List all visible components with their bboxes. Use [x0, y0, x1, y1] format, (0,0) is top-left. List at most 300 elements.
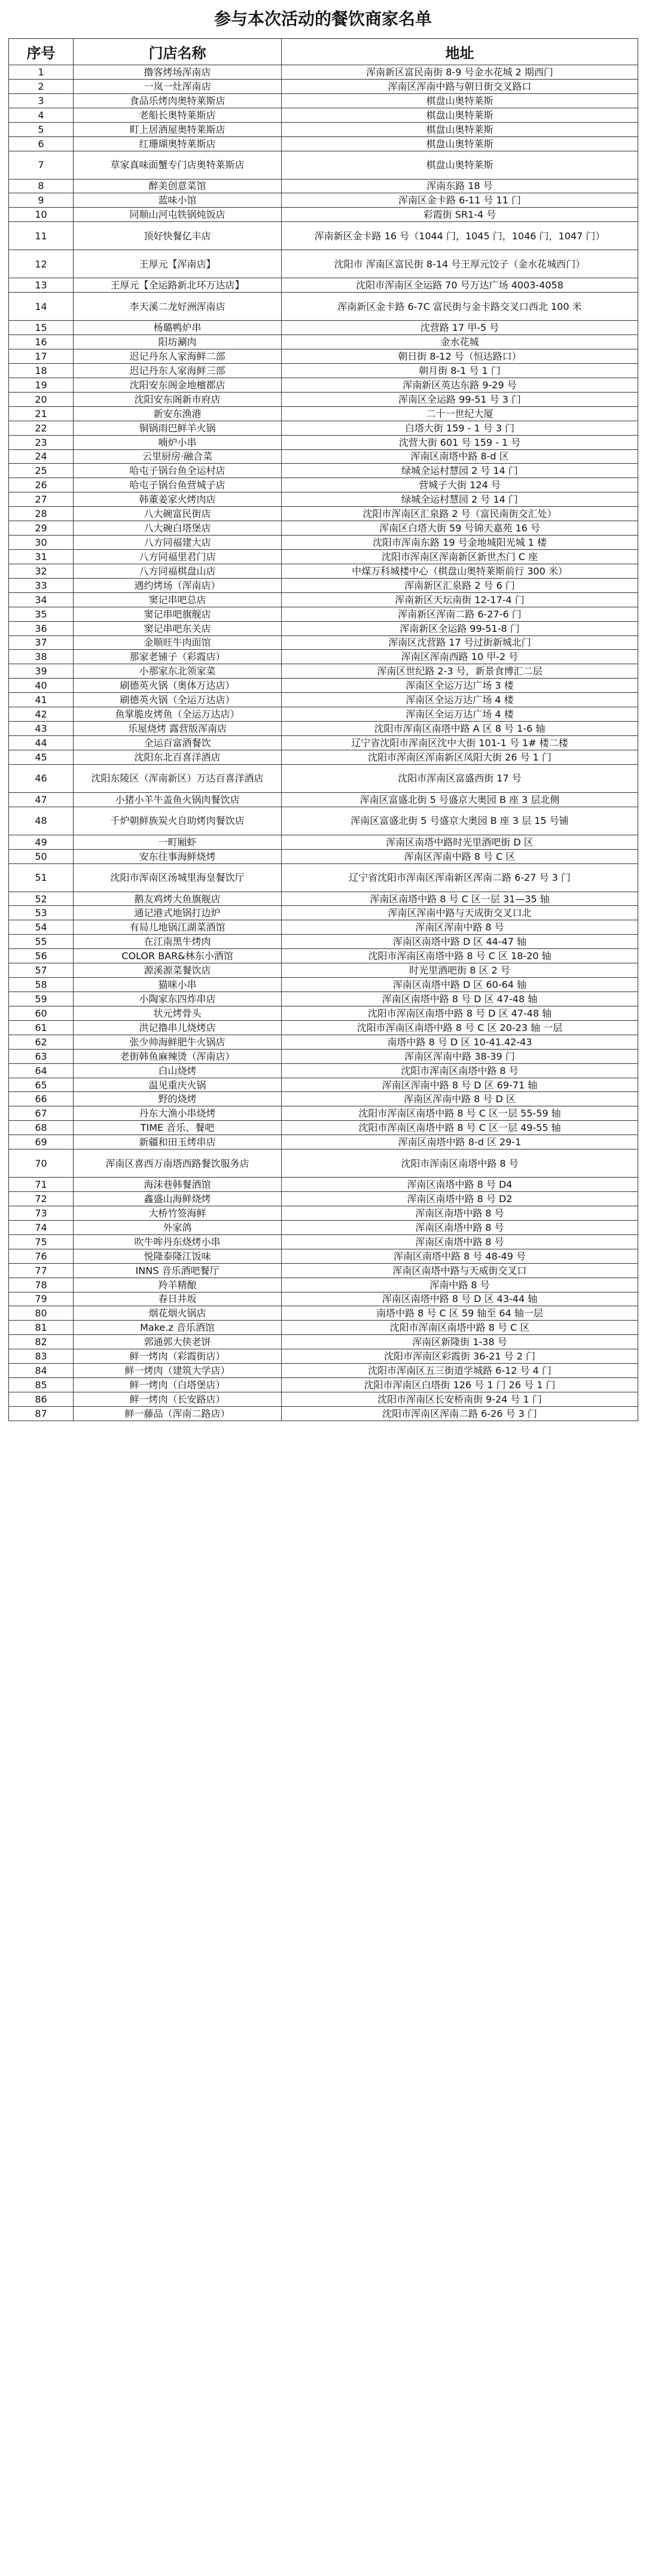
row-store-name: 窦记串吧旗舰店 — [74, 607, 282, 621]
row-address: 浑南区白塔大街 59 号锦天嘉苑 16 号 — [282, 521, 638, 536]
row-address: 金水花城 — [282, 335, 638, 349]
row-address: 沈阳市浑南区全运路 70 号万达广场 4003-4058 — [282, 278, 638, 293]
row-store-name: 哈屯子锅台鱼全运村店 — [74, 464, 282, 478]
row-store-name: 春日井坂 — [74, 1292, 282, 1306]
table-row — [9, 321, 638, 335]
row-address: 浑南区富盛北街 5 号盛京大奥园 B 座 3 层北侧 — [282, 792, 638, 807]
row-index: 56 — [9, 949, 74, 963]
table-row — [9, 151, 638, 179]
row-index: 23 — [9, 435, 74, 449]
row-store-name: 通记港式地锅打边炉 — [74, 906, 282, 920]
row-store-name: 羚羊精酿 — [74, 1278, 282, 1292]
row-store-name: 烟花烟火锅店 — [74, 1306, 282, 1321]
header-store-name: 门店名称 — [74, 39, 282, 65]
row-address: 辽宁省沈阳市浑南区沈中大街 101-1 号 1# 楼二楼 — [282, 735, 638, 750]
table-row — [9, 435, 638, 449]
row-store-name: 鲜一藤品（浑南二路店） — [74, 1406, 282, 1421]
row-store-name: 草家真味面蟹专门店奥特莱斯店 — [74, 151, 282, 179]
row-store-name: 喃炉小串 — [74, 435, 282, 449]
row-address: 浑南新区天坛南街 12-17-4 门 — [282, 592, 638, 607]
table-row — [9, 607, 638, 621]
row-address: 南塔中路 8 号 D 区 10-41.42-43 — [282, 1035, 638, 1049]
row-index: 24 — [9, 449, 74, 464]
row-store-name: 哈屯子锅台鱼营城子店 — [74, 478, 282, 492]
table-row — [9, 621, 638, 635]
row-index: 21 — [9, 406, 74, 421]
row-address: 浑南区南塔中路 8-d 区 29-1 — [282, 1135, 638, 1149]
row-index: 17 — [9, 349, 74, 364]
row-address: 浑南新区英达东路 9-29 号 — [282, 378, 638, 392]
table-row — [9, 536, 638, 550]
row-store-name: 小那家东北领家菜 — [74, 664, 282, 679]
row-address: 浑南区全运万达广场 3 楼 — [282, 679, 638, 693]
row-address: 浑南新区全运路 99-51-8 门 — [282, 621, 638, 635]
row-index: 28 — [9, 507, 74, 521]
row-store-name: 猫咪小串 — [74, 978, 282, 992]
row-store-name: 刷德英火锅（奥体万达店） — [74, 679, 282, 693]
row-address: 浑南区富盛北街 5 号盛京大奥园 B 座 3 层 15 号铺 — [282, 807, 638, 835]
table-row — [9, 1406, 638, 1421]
row-store-name: COLOR BAR&林东小酒馆 — [74, 949, 282, 963]
row-store-name: 小陶家东四炸串店 — [74, 992, 282, 1006]
row-index: 77 — [9, 1263, 74, 1278]
row-address: 棋盘山奥特莱斯 — [282, 151, 638, 179]
row-address: 营城子大街 124 号 — [282, 478, 638, 492]
table-row — [9, 1049, 638, 1063]
row-address: 沈阳市浑南区浑南新区凤阳大街 26 号 1 门 — [282, 750, 638, 764]
table-row — [9, 1321, 638, 1335]
table-row — [9, 963, 638, 978]
row-store-name: 外家鸽 — [74, 1220, 282, 1234]
row-store-name: 红珊瑚奥特莱斯店 — [74, 136, 282, 151]
row-store-name: 李天溪二龙好洲浑南店 — [74, 293, 282, 321]
row-address: 浑南区浑南中路 8 号 D 区 69-71 轴 — [282, 1078, 638, 1092]
row-index: 74 — [9, 1220, 74, 1234]
row-index: 29 — [9, 521, 74, 536]
table-row — [9, 507, 638, 521]
row-store-name: 大桥竹签海鲜 — [74, 1206, 282, 1221]
row-store-name: 那家老铺子（彩霞店） — [74, 650, 282, 664]
row-store-name: Make.z 音乐酒馆 — [74, 1321, 282, 1335]
row-address: 沈阳市浑南区浑南新区新世杰门 C 座 — [282, 549, 638, 564]
table-row — [9, 136, 638, 151]
row-address: 浑南新区汇泉路 2 号 6 门 — [282, 578, 638, 592]
row-index: 5 — [9, 122, 74, 136]
table-row — [9, 250, 638, 278]
row-address: 沈阳市 浑南区富民街 8-14 号王厚元饺子（金水花城西门） — [282, 250, 638, 278]
row-address: 沈阳市浑南区浑南二路 6-26 号 3 门 — [282, 1406, 638, 1421]
row-address: 浑南区南塔中路时光里酒吧街 D 区 — [282, 835, 638, 849]
row-address: 浑南区浑南中路 8 号 D 区 — [282, 1092, 638, 1106]
table-row — [9, 406, 638, 421]
row-store-name: 王厚元【全运路新北环万达店】 — [74, 278, 282, 293]
row-store-name: 遇约烤场（浑南店） — [74, 578, 282, 592]
table-row — [9, 492, 638, 507]
table-row — [9, 1106, 638, 1121]
row-store-name: 鲜一烤肉（建筑大学店） — [74, 1364, 282, 1378]
row-store-name: 郭通郭大侠老饼 — [74, 1335, 282, 1349]
row-address: 棋盘山奥特莱斯 — [282, 93, 638, 108]
row-store-name: 撸客烤场浑南店 — [74, 65, 282, 80]
row-store-name: 一岚一灶浑南店 — [74, 79, 282, 93]
row-store-name: 沈阳安东阁金地檀郡店 — [74, 378, 282, 392]
row-index: 85 — [9, 1378, 74, 1392]
table-row — [9, 1220, 638, 1234]
row-store-name: 张少帅海鲜肥牛火锅店 — [74, 1035, 282, 1049]
table-row — [9, 578, 638, 592]
row-store-name: 悦隆泰隆江饭味 — [74, 1249, 282, 1263]
row-store-name: 新安东渔港 — [74, 406, 282, 421]
row-store-name: 千炉朝鲜族炭火自助烤肉餐饮店 — [74, 807, 282, 835]
row-index: 30 — [9, 536, 74, 550]
row-address: 绿城全运村慧园 2 号 14 门 — [282, 492, 638, 507]
row-index: 42 — [9, 707, 74, 722]
row-index: 72 — [9, 1192, 74, 1206]
row-store-name: 有局儿地锅江湖菜酒馆 — [74, 920, 282, 935]
row-address: 浑南区浑南中路 8 号 — [282, 920, 638, 935]
table-row — [9, 1035, 638, 1049]
row-address: 沈阳市浑南区南塔中路 8 号 — [282, 1149, 638, 1178]
row-index: 67 — [9, 1106, 74, 1121]
table-row — [9, 93, 638, 108]
row-index: 35 — [9, 607, 74, 621]
row-address: 棋盘山奥特莱斯 — [282, 108, 638, 122]
row-index: 69 — [9, 1135, 74, 1149]
row-address: 浑南区南塔中路 8 号 D2 — [282, 1192, 638, 1206]
row-index: 7 — [9, 151, 74, 179]
row-store-name: 一町厢虾 — [74, 835, 282, 849]
row-index: 53 — [9, 906, 74, 920]
row-address: 浑南区世纪路 2-3 号，新景食博汇二层 — [282, 664, 638, 679]
row-store-name: 状元烤骨头 — [74, 1006, 282, 1020]
row-index: 16 — [9, 335, 74, 349]
row-address: 浑南区南塔中路 8 号 — [282, 1206, 638, 1221]
row-index: 52 — [9, 892, 74, 906]
table-row — [9, 521, 638, 536]
row-store-name: 云里厨房·融合菜 — [74, 449, 282, 464]
table-row — [9, 392, 638, 406]
row-index: 83 — [9, 1349, 74, 1364]
table-row — [9, 208, 638, 222]
row-address: 棋盘山奥特莱斯 — [282, 136, 638, 151]
row-index: 22 — [9, 421, 74, 435]
row-index: 62 — [9, 1035, 74, 1049]
row-store-name: 洪记撸串儿烧烤店 — [74, 1020, 282, 1035]
row-store-name: 沈阳市浑南区汤城里海皇餐饮厅 — [74, 863, 282, 892]
table-row — [9, 222, 638, 250]
row-index: 34 — [9, 592, 74, 607]
table-row — [9, 920, 638, 935]
table-row — [9, 1121, 638, 1135]
row-index: 59 — [9, 992, 74, 1006]
row-store-name: 源溪源菜餐饮店 — [74, 963, 282, 978]
row-index: 25 — [9, 464, 74, 478]
row-index: 18 — [9, 363, 74, 378]
row-address: 中煤万科城楼中心（棋盘山奥特莱斯前行 300 米） — [282, 564, 638, 578]
table-row — [9, 592, 638, 607]
row-index: 47 — [9, 792, 74, 807]
table-row — [9, 650, 638, 664]
table-row — [9, 1364, 638, 1378]
row-store-name: 八方同福建大店 — [74, 536, 282, 550]
row-index: 12 — [9, 250, 74, 278]
row-address: 沈阳市浑南区汇泉路 2 号（富民南街交汇处） — [282, 507, 638, 521]
row-store-name: 吹牛哞丹东烧烤小串 — [74, 1234, 282, 1249]
row-address: 浑南区浑南中路与天成街交叉口北 — [282, 906, 638, 920]
row-index: 55 — [9, 935, 74, 949]
row-address: 沈阳市浑南区白塔街 126 号 1 门 26 号 1 门 — [282, 1378, 638, 1392]
row-address: 浑南区浑南中路 38-39 门 — [282, 1049, 638, 1063]
table-row — [9, 363, 638, 378]
table-row — [9, 1263, 638, 1278]
table-row — [9, 378, 638, 392]
table-row — [9, 1392, 638, 1406]
row-store-name: 鑫盛山海鲜烧烤 — [74, 1192, 282, 1206]
table-row — [9, 849, 638, 863]
table-row — [9, 108, 638, 122]
table-row — [9, 1292, 638, 1306]
row-store-name: 窦记串吧东关店 — [74, 621, 282, 635]
row-index: 44 — [9, 735, 74, 750]
table-row — [9, 1063, 638, 1078]
row-store-name: 老船长奥特莱斯店 — [74, 108, 282, 122]
row-address: 浑南区南塔中路 8 号 D4 — [282, 1178, 638, 1192]
row-index: 2 — [9, 79, 74, 93]
row-address: 白塔大街 159 - 1 号 3 门 — [282, 421, 638, 435]
table-row — [9, 1192, 638, 1206]
row-index: 46 — [9, 764, 74, 792]
table-row — [9, 1206, 638, 1221]
row-store-name: 沈阳安东阁新市府店 — [74, 392, 282, 406]
row-index: 63 — [9, 1049, 74, 1063]
row-address: 浑南新区浑南二路 6-27-6 门 — [282, 607, 638, 621]
table-row — [9, 1349, 638, 1364]
row-index: 60 — [9, 1006, 74, 1020]
table-row — [9, 1249, 638, 1263]
table-row — [9, 1178, 638, 1192]
table-row — [9, 707, 638, 722]
row-index: 27 — [9, 492, 74, 507]
row-address: 朝日街 8-12 号（恒达路口） — [282, 349, 638, 364]
table-row — [9, 65, 638, 80]
row-index: 14 — [9, 293, 74, 321]
row-index: 75 — [9, 1234, 74, 1249]
row-store-name: 鱼掌脆皮烤鱼（全运万达店） — [74, 707, 282, 722]
table-row — [9, 1135, 638, 1149]
table-row — [9, 293, 638, 321]
row-index: 79 — [9, 1292, 74, 1306]
row-index: 84 — [9, 1364, 74, 1378]
row-address: 沈阳市浑南区南塔中路 8 号 D 区 47-48 轴 — [282, 1006, 638, 1020]
row-address: 棋盘山奥特莱斯 — [282, 122, 638, 136]
row-index: 19 — [9, 378, 74, 392]
row-store-name: 町上居酒屋奥特莱斯店 — [74, 122, 282, 136]
table-row — [9, 750, 638, 764]
row-address: 浑南区南塔中路 8 号 48-49 号 — [282, 1249, 638, 1263]
row-store-name: 铜锅雨巴鲜羊火锅 — [74, 421, 282, 435]
row-store-name: 鲜一烤肉（白塔堡店） — [74, 1378, 282, 1392]
table-row — [9, 278, 638, 293]
row-index: 66 — [9, 1092, 74, 1106]
table-row — [9, 1020, 638, 1035]
table-row — [9, 635, 638, 650]
row-store-name: 蓝味小馆 — [74, 193, 282, 208]
row-index: 64 — [9, 1063, 74, 1078]
row-index: 82 — [9, 1335, 74, 1349]
row-store-name: 窦记串吧总店 — [74, 592, 282, 607]
row-address: 浑南区浑南中路与朝日街交叉路口 — [282, 79, 638, 93]
table-row — [9, 335, 638, 349]
row-store-name: 鲜一烤肉（长安路店） — [74, 1392, 282, 1406]
table-row — [9, 1378, 638, 1392]
row-store-name: INNS 音乐酒吧餐厅 — [74, 1263, 282, 1278]
row-index: 78 — [9, 1278, 74, 1292]
table-row — [9, 863, 638, 892]
row-index: 61 — [9, 1020, 74, 1035]
row-address: 沈阳市浑南区富盛西街 17 号 — [282, 764, 638, 792]
table-row — [9, 1278, 638, 1292]
row-index: 45 — [9, 750, 74, 764]
table-row — [9, 807, 638, 835]
row-address: 浑南新区富民南街 8-9 号金水花城 2 期西门 — [282, 65, 638, 80]
table-row — [9, 892, 638, 906]
row-index: 9 — [9, 193, 74, 208]
row-index: 41 — [9, 693, 74, 707]
row-index: 4 — [9, 108, 74, 122]
row-index: 71 — [9, 1178, 74, 1192]
row-address: 浑南新区金卡路 16 号（1044 门，1045 门，1046 门，1047 门） — [282, 222, 638, 250]
row-store-name: 在江南黑牛烤肉 — [74, 935, 282, 949]
row-store-name: 温见重庆火锅 — [74, 1078, 282, 1092]
table-row — [9, 549, 638, 564]
row-address: 彩霞街 SR1-4 号 — [282, 208, 638, 222]
row-store-name: 王厚元【浑南店】 — [74, 250, 282, 278]
row-store-name: 乐屋烧烤 露营版浑南店 — [74, 722, 282, 736]
row-store-name: 海沫巷韩餐酒馆 — [74, 1178, 282, 1192]
table-header-row — [9, 39, 638, 65]
row-index: 37 — [9, 635, 74, 650]
row-address: 沈营路 17 甲-5 号 — [282, 321, 638, 335]
row-store-name: 沈阳东北百喜洋酒店 — [74, 750, 282, 764]
row-address: 浑南区新隆街 1-38 号 — [282, 1335, 638, 1349]
row-address: 浑南东路 18 号 — [282, 179, 638, 193]
row-address: 浑南区南塔中路 8-d 区 — [282, 449, 638, 464]
row-store-name: 丹东大渔小串烧烤 — [74, 1106, 282, 1121]
row-index: 26 — [9, 478, 74, 492]
row-index: 76 — [9, 1249, 74, 1263]
row-index: 39 — [9, 664, 74, 679]
row-address: 绿城全运村慧园 2 号 14 门 — [282, 464, 638, 478]
row-index: 40 — [9, 679, 74, 693]
row-index: 13 — [9, 278, 74, 293]
header-address: 地址 — [282, 39, 638, 65]
row-index: 8 — [9, 179, 74, 193]
row-store-name: 八大碗富民街店 — [74, 507, 282, 521]
row-store-name: 野的烧烤 — [74, 1092, 282, 1106]
row-index: 70 — [9, 1149, 74, 1178]
row-address: 浑南区浑南西路 10 甲-2 号 — [282, 650, 638, 664]
row-index: 20 — [9, 392, 74, 406]
row-store-name: 迟记丹东人家海鲜三部 — [74, 363, 282, 378]
table-row — [9, 79, 638, 93]
table-row — [9, 1335, 638, 1349]
row-index: 68 — [9, 1121, 74, 1135]
row-store-name: 食品乐烤肉奥特莱斯店 — [74, 93, 282, 108]
table-row — [9, 193, 638, 208]
row-address: 沈阳市浑南区南塔中路 8 号 C 区 18-20 轴 — [282, 949, 638, 963]
table-row — [9, 1078, 638, 1092]
row-address: 沈阳市浑南区南塔中路 8 号 C 区一层 55-59 轴 — [282, 1106, 638, 1121]
row-store-name: 新疆和田玉烤串店 — [74, 1135, 282, 1149]
table-row — [9, 464, 638, 478]
row-store-name: 迟记丹东人家海鲜二部 — [74, 349, 282, 364]
row-address: 浑南区南塔中路 8 号 C 区一层 31—35 轴 — [282, 892, 638, 906]
table-row — [9, 835, 638, 849]
row-address: 二十一世纪大厦 — [282, 406, 638, 421]
row-address: 沈阳市浑南区南塔中路 8 号 C 区 20-23 轴 一层 — [282, 1020, 638, 1035]
row-store-name: 沈阳东陵区（浑南新区）万达百喜洋酒店 — [74, 764, 282, 792]
table-row — [9, 978, 638, 992]
row-store-name: 小猪小羊牛盖鱼火锅肉餐饮店 — [74, 792, 282, 807]
row-store-name: 八方同福棋盘山店 — [74, 564, 282, 578]
row-index: 31 — [9, 549, 74, 564]
row-address: 浑南区南塔中路 8 号 D 区 43-44 轴 — [282, 1292, 638, 1306]
row-address: 南塔中路 8 号 C 区 59 轴至 64 轴一层 — [282, 1306, 638, 1321]
row-index: 50 — [9, 849, 74, 863]
row-store-name: 鹅友鸡烤大鱼旗舰店 — [74, 892, 282, 906]
row-store-name: TIME 音乐、餐吧 — [74, 1121, 282, 1135]
table-row — [9, 1092, 638, 1106]
row-index: 33 — [9, 578, 74, 592]
row-address: 沈阳市浑南区南塔中路 8 号 — [282, 1063, 638, 1078]
row-address: 浑南区南塔中路 D 区 60-64 轴 — [282, 978, 638, 992]
row-index: 38 — [9, 650, 74, 664]
row-address: 浑南区南塔中路 8 号 D 区 47-48 轴 — [282, 992, 638, 1006]
row-index: 3 — [9, 93, 74, 108]
table-row — [9, 693, 638, 707]
row-store-name: 刷德英火锅（全运万达店） — [74, 693, 282, 707]
row-index: 86 — [9, 1392, 74, 1406]
row-store-name: 醉美创意菜馆 — [74, 179, 282, 193]
table-row — [9, 679, 638, 693]
table-row — [9, 906, 638, 920]
row-address: 浑南区浑南中路 8 号 C 区 — [282, 849, 638, 863]
row-address: 浑南区金卡路 6-11 号 11 门 — [282, 193, 638, 208]
row-index: 15 — [9, 321, 74, 335]
table-row — [9, 792, 638, 807]
table-row — [9, 722, 638, 736]
row-address: 浑南区南塔中路与天威街交叉口 — [282, 1263, 638, 1278]
row-store-name: 金顺旺牛肉面馆 — [74, 635, 282, 650]
row-address: 朝月街 8-1 号 1 门 — [282, 363, 638, 378]
row-address: 浑南区沈营路 17 号过街新城北门 — [282, 635, 638, 650]
header-index: 序号 — [9, 39, 74, 65]
row-index: 48 — [9, 807, 74, 835]
table-row — [9, 1149, 638, 1178]
row-index: 80 — [9, 1306, 74, 1321]
table-row — [9, 735, 638, 750]
row-index: 73 — [9, 1206, 74, 1221]
row-store-name: 杨璐鸭炉串 — [74, 321, 282, 335]
row-index: 6 — [9, 136, 74, 151]
table-row — [9, 349, 638, 364]
table-row — [9, 478, 638, 492]
row-address: 沈阳市浑南区南塔中路 A 区 8 号 1-6 轴 — [282, 722, 638, 736]
row-index: 65 — [9, 1078, 74, 1092]
row-index: 10 — [9, 208, 74, 222]
table-row — [9, 992, 638, 1006]
row-index: 43 — [9, 722, 74, 736]
